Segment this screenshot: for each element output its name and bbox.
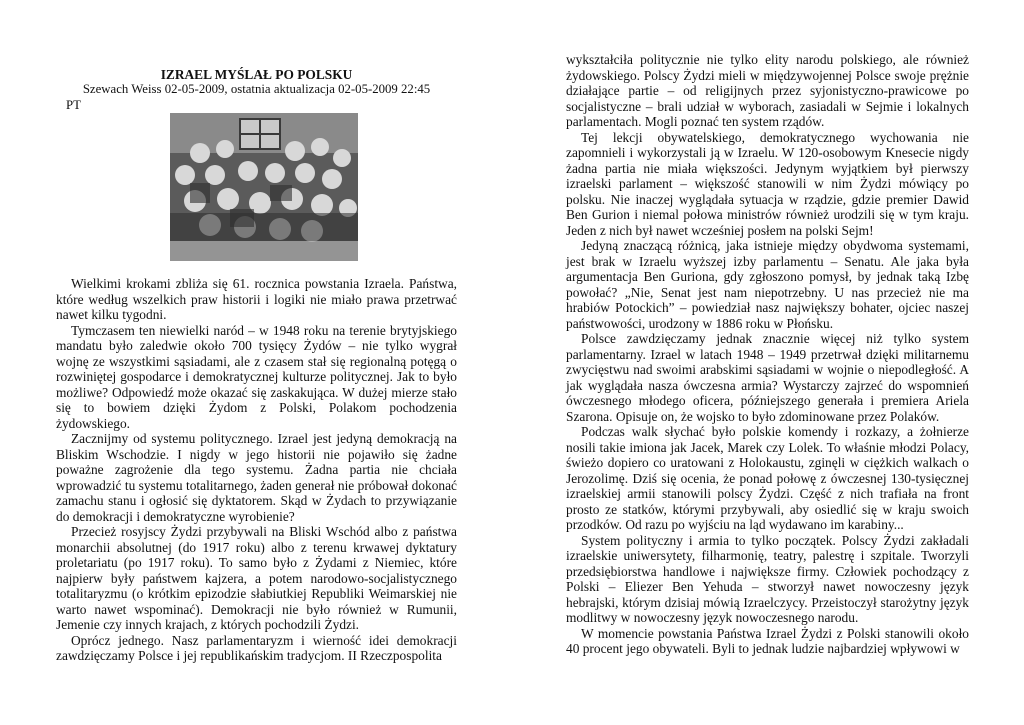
paragraph: wykształciła politycznie nie tylko elity narodu polskiego, ale również żydowskiego. Polscy Żydzi mieli w międzywojennej Polsce swoje prężnie działające partie – od religijnych przez syjonistyczno-prawicowe po socjalistyczne – brali udział w wyborach, zasiadali w Sejmie i lokalnych parlamentach. Mogli poznać ten system rządów.	[566, 52, 969, 129]
paragraph: Jedyną znaczącą różnicą, jaka istnieje między obydwoma systemami, jest brak w Izraelu wyższej izby parlamentu – Senatu. Ale jaka była argumentacja Ben Guriona, gdy zgłoszono pomysł, by jednak taką Izbę powołać? „Nie, Senat jest nam niepotrzebny. U nas przecież nie ma hrabiów Potockich” – powiedział nasz największy bohater, ojciec naszej państwowości, urodzony w 1886 roku w Płońsku.	[566, 238, 969, 331]
paragraph: System polityczny i armia to tylko początek. Polscy Żydzi zakładali izraelskie uniwersytety, filharmonię, teatry, palestrę i szpitale. Tworzyli przedsiębiorstwa handlowe i największe firmy. Człowiek pochodzący z Polski – Eliezer Ben Yehuda – stworzył nawet nowoczesny język hebrajski, którym dzisiaj mówią Izraelczycy. Przeistoczył starożytny język modlitwy w nowoczesny język nowoczesnego narodu.	[566, 532, 969, 625]
paragraph: Wielkimi krokami zbliża się 61. rocznica powstania Izraela. Państwa, które według wszelkich praw historii i logiki nie miało prawa przetrwać nawet kilku tygodni.	[56, 276, 457, 322]
paragraph: Tej lekcji obywatelskiego, demokratycznego wychowania nie zapomnieli i wykorzystali ją w Izraelu. W 120-osobowym Knesecie nigdy żadna partia nie miała większości. Jedynym wyjątkiem był pierwszy izraelski parlament – większość stanowili w nim Żydzi mówiący po polsku. Nie inaczej wyglądała sytuacja w rządzie, gdzie premier Dawid Ben Gurion i niemal połowa ministrów również urodzili się w tym kraju. Jeden z nich był nawet wcześniej posłem na polski Sejm!	[566, 129, 969, 238]
paragraph: Przecież rosyjscy Żydzi przybywali na Bliski Wschód albo z państwa monarchii absolutnej (do 1917 roku) albo z terenu krwawej dyktatury proletariatu (po 1917 roku). To samo było z Żydami z Niemiec, które najpierw były państwem kajzera, a potem narodowo-socjalistycznego totalitaryzmu (o krótkim epizodzie słabiutkiej Republiki Weimarskiej nie warto nawet wspominać). Demokracji nie było również w Rumunii, Jemenie czy innych krajach, z których pochodzili Żydzi.	[56, 524, 457, 632]
paragraph: W momencie powstania Państwa Izrael Żydzi z Polski stanowili około 40 procent jego obywateli. Byli to jednak ludzie najbardziej wpływowi w	[566, 625, 969, 656]
paragraph: Zacznijmy od systemu politycznego. Izrael jest jedyną demokracją na Bliskim Wschodzie. I nigdy w jego historii nie pojawiło się żadne poważne zagrożenie dla tego systemu. Żadna partia nie chciała wprowadzić tu systemu totalitarnego, żaden generał nie próbował dokonać zamachu stanu i ogłosić się dyktatorem. Skąd w Żydach to przywiązanie do demokracji i demokratyczne wyrobienie?	[56, 431, 457, 524]
right-column-body	[566, 52, 969, 657]
paragraph: Polsce zawdzięczamy jednak znacznie więcej niż tylko system parlamentarny. Izrael w latach 1948 – 1949 przetrwał dzięki militarnemu zwycięstwu nad swoimi arabskimi sąsiadami w wojnie o niepodległość. A jak wyglądała nasza ówczesna armia? Wystarczy zajrzeć do wspomnień ówczesnego młodego oficera, późniejszego generała i premiera Ariela Szarona. Opisuje on, że wojsko to było zdominowane przez Polaków.	[566, 331, 969, 424]
group-photo-icon	[170, 113, 358, 261]
group-photo	[170, 113, 358, 261]
paragraph: Podczas walk słychać było polskie komendy i rozkazy, a żołnierze nosili takie imiona jak Jacek, Marek czy Lolek. To właśnie młodzi Polacy, świeżo dopiero co uratowani z Holokaustu, zginęli w ciężkich walkach o Jerozolimę. Dziś się ocenia, że ponad połowę z ówczesnej 130-tysięcznej izraelskiej armii stanowili polscy Żydzi. Część z nich trafiała na front prosto ze statków, którymi przybywali, aby osiedlić się w kraju swoich przodków. Od razu po wyjściu na ląd wydawano im karabiny...	[566, 424, 969, 532]
paragraph: Tymczasem ten niewielki naród – w 1948 roku na terenie brytyjskiego mandatu było zaledwie około 700 tysięcy Żydów – nie tylko wygrał wojnę ze wszystkimi sąsiadami, ale z czasem stał się regionalną potęgą o rozwiniętej gospodarce i demokratycznej kulturze politycznej. Jak to było możliwe? Odpowiedź może okazać się zaskakująca. W dużej mierze stało się to bowiem dzięki Żydom z Polski, Polakom pochodzenia żydowskiego.	[56, 322, 457, 431]
article-title: IZRAEL MYŚLAŁ PO POLSKU	[160, 67, 353, 82]
paragraph: Oprócz jednego. Nasz parlamentaryzm i wierność idei demokracji zawdzięczamy Polsce i jej republikańskim tradycjom. II Rzeczpospolita	[56, 632, 457, 663]
left-column-body	[56, 276, 457, 664]
section-tag: PT	[66, 98, 81, 112]
article-byline: Szewach Weiss 02-05-2009, ostatnia aktualizacja 02-05-2009 22:45	[82, 82, 431, 96]
